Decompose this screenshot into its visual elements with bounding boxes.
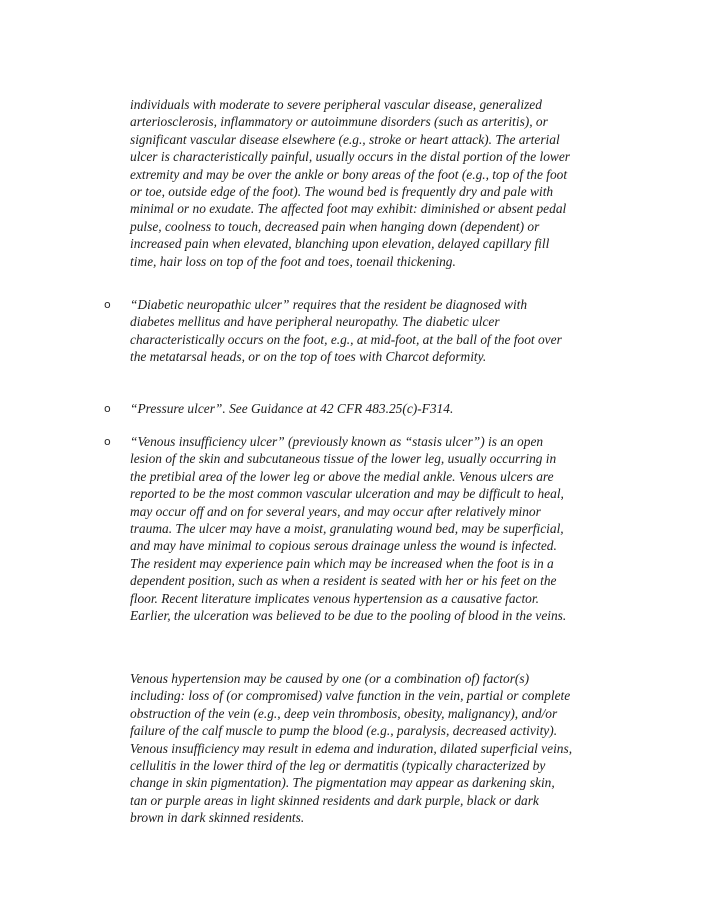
pressure-ulcer-paragraph: “Pressure ulcer”. See Guidance at 42 CFR 483.25(c)-F314. bbox=[130, 401, 454, 416]
bullet-marker: o bbox=[104, 402, 111, 415]
bullet-marker: o bbox=[104, 298, 111, 311]
venous-ulcer-paragraph: “Venous insufficiency ulcer” (previously known as “stasis ulcer”) is an open lesion of the skin and subcutaneous tissue of the lower leg, usually occurring in the pretibial area of the lower leg or above the medial ankle. Venous ulcers are reported to be the most common vascular ulceration and may be difficult to heal, may occur off and on for several years, and may occur after relatively minor trauma. The ulcer may have a moist, granulating wound bed, may be superficial, and may have minimal to copious serous drainage unless the wound is infected. The resident may experience pain which may be increased when the foot is in a dependent position, such as when a resident is seated with her or his feet on the floor. Recent literature implicates venous hypertension as a causative factor. Earlier, the ulceration was believed to be due to the pooling of blood in the veins. bbox=[130, 434, 567, 624]
diabetic-ulcer-paragraph: “Diabetic neuropathic ulcer” requires that the resident be diagnosed with diabetes mellitus and have peripheral neuropathy. The diabetic ulcer characteristically occurs on the foot, e.g., at mid-foot, at the ball of the foot over the metatarsal heads, or on the top of toes with Charcot deformity. bbox=[130, 297, 562, 365]
intro-paragraph: individuals with moderate to severe peripheral vascular disease, generalized arteriosclerosis, inflammatory or autoimmune disorders (such as arteritis), or significant vascular disease elsewhere (e.g., stroke or heart attack). The arterial ulcer is characteristically painful, usually occurs in the distal portion of the lower extremity and may be over the ankle or bony areas of the foot (e.g., top of the foot or toe, outside edge of the foot). The wound bed is frequently dry and pale with minimal or no exudate. The affected foot may exhibit: diminished or absent pedal pulse, coolness to touch, decreased pain when hanging down (dependent) or increased pain when elevated, blanching upon elevation, delayed capillary fill time, hair loss on top of the foot and toes, toenail thickening. bbox=[130, 97, 570, 269]
bullet-marker: o bbox=[104, 435, 111, 448]
venous-hypertension-paragraph: Venous hypertension may be caused by one (or a combination of) factor(s) including: loss of (or compromised) valve function in the vein, partial or complete obstruction of the vein (e.g., deep vein thrombosis, obesity, malignancy), and/or failure of the calf muscle to pump the blood (e.g., paralysis, decreased activity). Venous insufficiency may result in edema and induration, dilated superficial veins, cellulitis in the lower third of the leg or dermatitis (typically characterized by change in skin pigmentation). The pigmentation may appear as darkening skin, tan or purple areas in light skinned residents and dark purple, black or dark brown in dark skinned residents. bbox=[130, 671, 573, 826]
